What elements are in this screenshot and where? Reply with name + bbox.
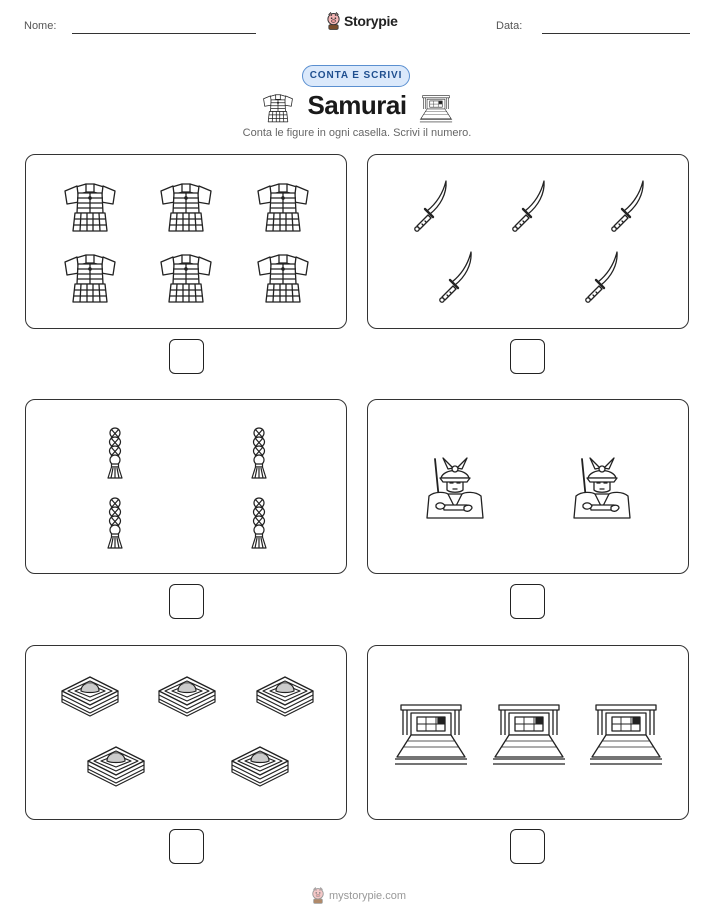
dojo-icon — [493, 705, 565, 764]
answer-box-sword[interactable] — [510, 339, 545, 374]
page-title: Samurai — [307, 90, 407, 120]
armor-icon — [258, 184, 308, 231]
answer-box-braid[interactable] — [169, 584, 204, 619]
sword-icon — [415, 181, 446, 231]
sword-icon — [612, 181, 643, 231]
braid-icon — [108, 498, 122, 548]
footer-url[interactable]: mystorypie.com — [329, 889, 407, 902]
sword-icon — [513, 181, 544, 231]
dojo-icon — [395, 705, 467, 764]
sword-icon — [586, 252, 617, 302]
count-panel-samurai — [367, 399, 689, 574]
date-field[interactable] — [542, 33, 690, 34]
brand-name: Storypie — [344, 13, 398, 29]
pig-mascot-icon — [311, 887, 325, 904]
activity-badge: CONTA E SCRIVI — [302, 65, 410, 87]
footer — [311, 887, 406, 904]
count-panel-zen-garden — [25, 645, 347, 820]
armor-icon — [258, 255, 308, 302]
dojo-icon — [590, 705, 662, 764]
answer-box-armor[interactable] — [169, 339, 204, 374]
date-label: Data: — [496, 20, 523, 32]
armor-icon — [161, 184, 211, 231]
sword-icon — [440, 252, 471, 302]
dojo-icon — [419, 93, 453, 125]
zen-garden-icon — [159, 677, 215, 716]
armor-icon — [65, 184, 115, 231]
armor-icon — [161, 255, 211, 302]
count-panel-dojo — [367, 645, 689, 820]
answer-box-samurai[interactable] — [510, 584, 545, 619]
pig-mascot-icon — [326, 12, 341, 30]
zen-garden-icon — [257, 677, 313, 716]
samurai-warrior-icon — [574, 458, 630, 518]
armor-icon — [262, 93, 294, 123]
instructions: Conta le figure in ogni casella. Scrivi il numero. — [242, 127, 472, 139]
zen-garden-icon — [88, 747, 144, 786]
count-panel-braid — [25, 399, 347, 574]
count-panel-armor — [25, 154, 347, 329]
brand-logo — [326, 12, 398, 30]
zen-garden-icon — [232, 747, 288, 786]
answer-box-dojo[interactable] — [510, 829, 545, 864]
zen-garden-icon — [62, 677, 118, 716]
name-label: Nome: — [24, 20, 57, 32]
braid-icon — [252, 428, 266, 478]
answer-box-zen-garden[interactable] — [169, 829, 204, 864]
braid-icon — [252, 498, 266, 548]
braid-icon — [108, 428, 122, 478]
armor-icon — [65, 255, 115, 302]
name-field[interactable] — [72, 33, 256, 34]
count-panel-sword — [367, 154, 689, 329]
samurai-warrior-icon — [427, 458, 483, 518]
